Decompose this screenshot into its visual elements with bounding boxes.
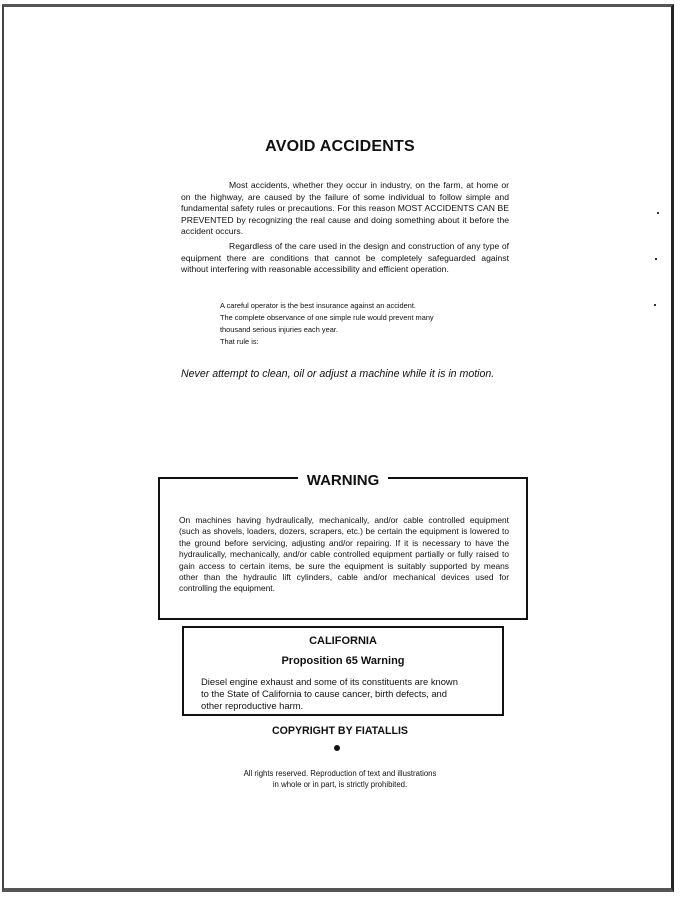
copyright-heading: COPYRIGHT BY FIATALLIS [272, 725, 408, 737]
california-title: CALIFORNIA [309, 635, 377, 647]
quote-line: thousand serious injuries each year. [220, 325, 338, 334]
rights-line: in whole or in part, is strictly prohibited. [272, 780, 408, 789]
intro-paragraph-2: Regardless of the care used in the design and construction of any type of equipment there are conditions that cannot be completely safeguarded against without interfering with reasonable accessibility and efficient operation. [181, 241, 509, 275]
bullet-dot [334, 745, 340, 751]
scan-speck [655, 258, 657, 260]
safety-quote [220, 300, 434, 348]
california-text-line: Diesel engine exhaust and some of its constituents are known [201, 676, 458, 687]
warning-title: WARNING [298, 472, 388, 489]
rights-line: All rights reserved. Reproduction of text and illustrations [243, 769, 437, 778]
california-text-line: other reproductive harm. [201, 700, 304, 711]
warning-text: On machines having hydraulically, mechanically, and/or cable controlled equipment (such as shovels, loaders, dozers, scrapers, etc.) be certain the equipment is lowered to the ground before servicing, adjusting and/or repairing. If it is necessary to have the hydraulically, mechanically, and/or cable controlled equipment partially or fully raised to gain access to certain items, be sure the equipment is suitably supported by means other than the hydraulic lift cylinders, cable and/or mechanical devices used for controlling the equipment. [179, 515, 509, 594]
quote-line: A careful operator is the best insurance against an accident. [220, 301, 416, 310]
california-warning-text [201, 676, 491, 712]
proposition-65-heading: Proposition 65 Warning [281, 655, 405, 667]
quote-line: The complete observance of one simple rule would prevent many [220, 313, 434, 322]
california-text-line: to the State of California to cause cancer, birth defects, and [201, 688, 447, 699]
scan-speck [654, 304, 656, 306]
rights-notice [0, 768, 680, 790]
quote-line: That rule is: [220, 337, 259, 346]
intro-paragraph-1: Most accidents, whether they occur in industry, on the farm, at home or on the highway, are caused by the failure of some individual to follow simple and fundamental safety rules or precautions. For this reason MOST ACCIDENTS CAN BE PREVENTED by recognizing the real cause and doing something about it before the accident occurs. [181, 180, 509, 237]
safety-rule: Never attempt to clean, oil or adjust a machine while it is in motion. [181, 368, 495, 380]
page-title: AVOID ACCIDENTS [265, 138, 415, 155]
scan-speck [657, 212, 659, 214]
